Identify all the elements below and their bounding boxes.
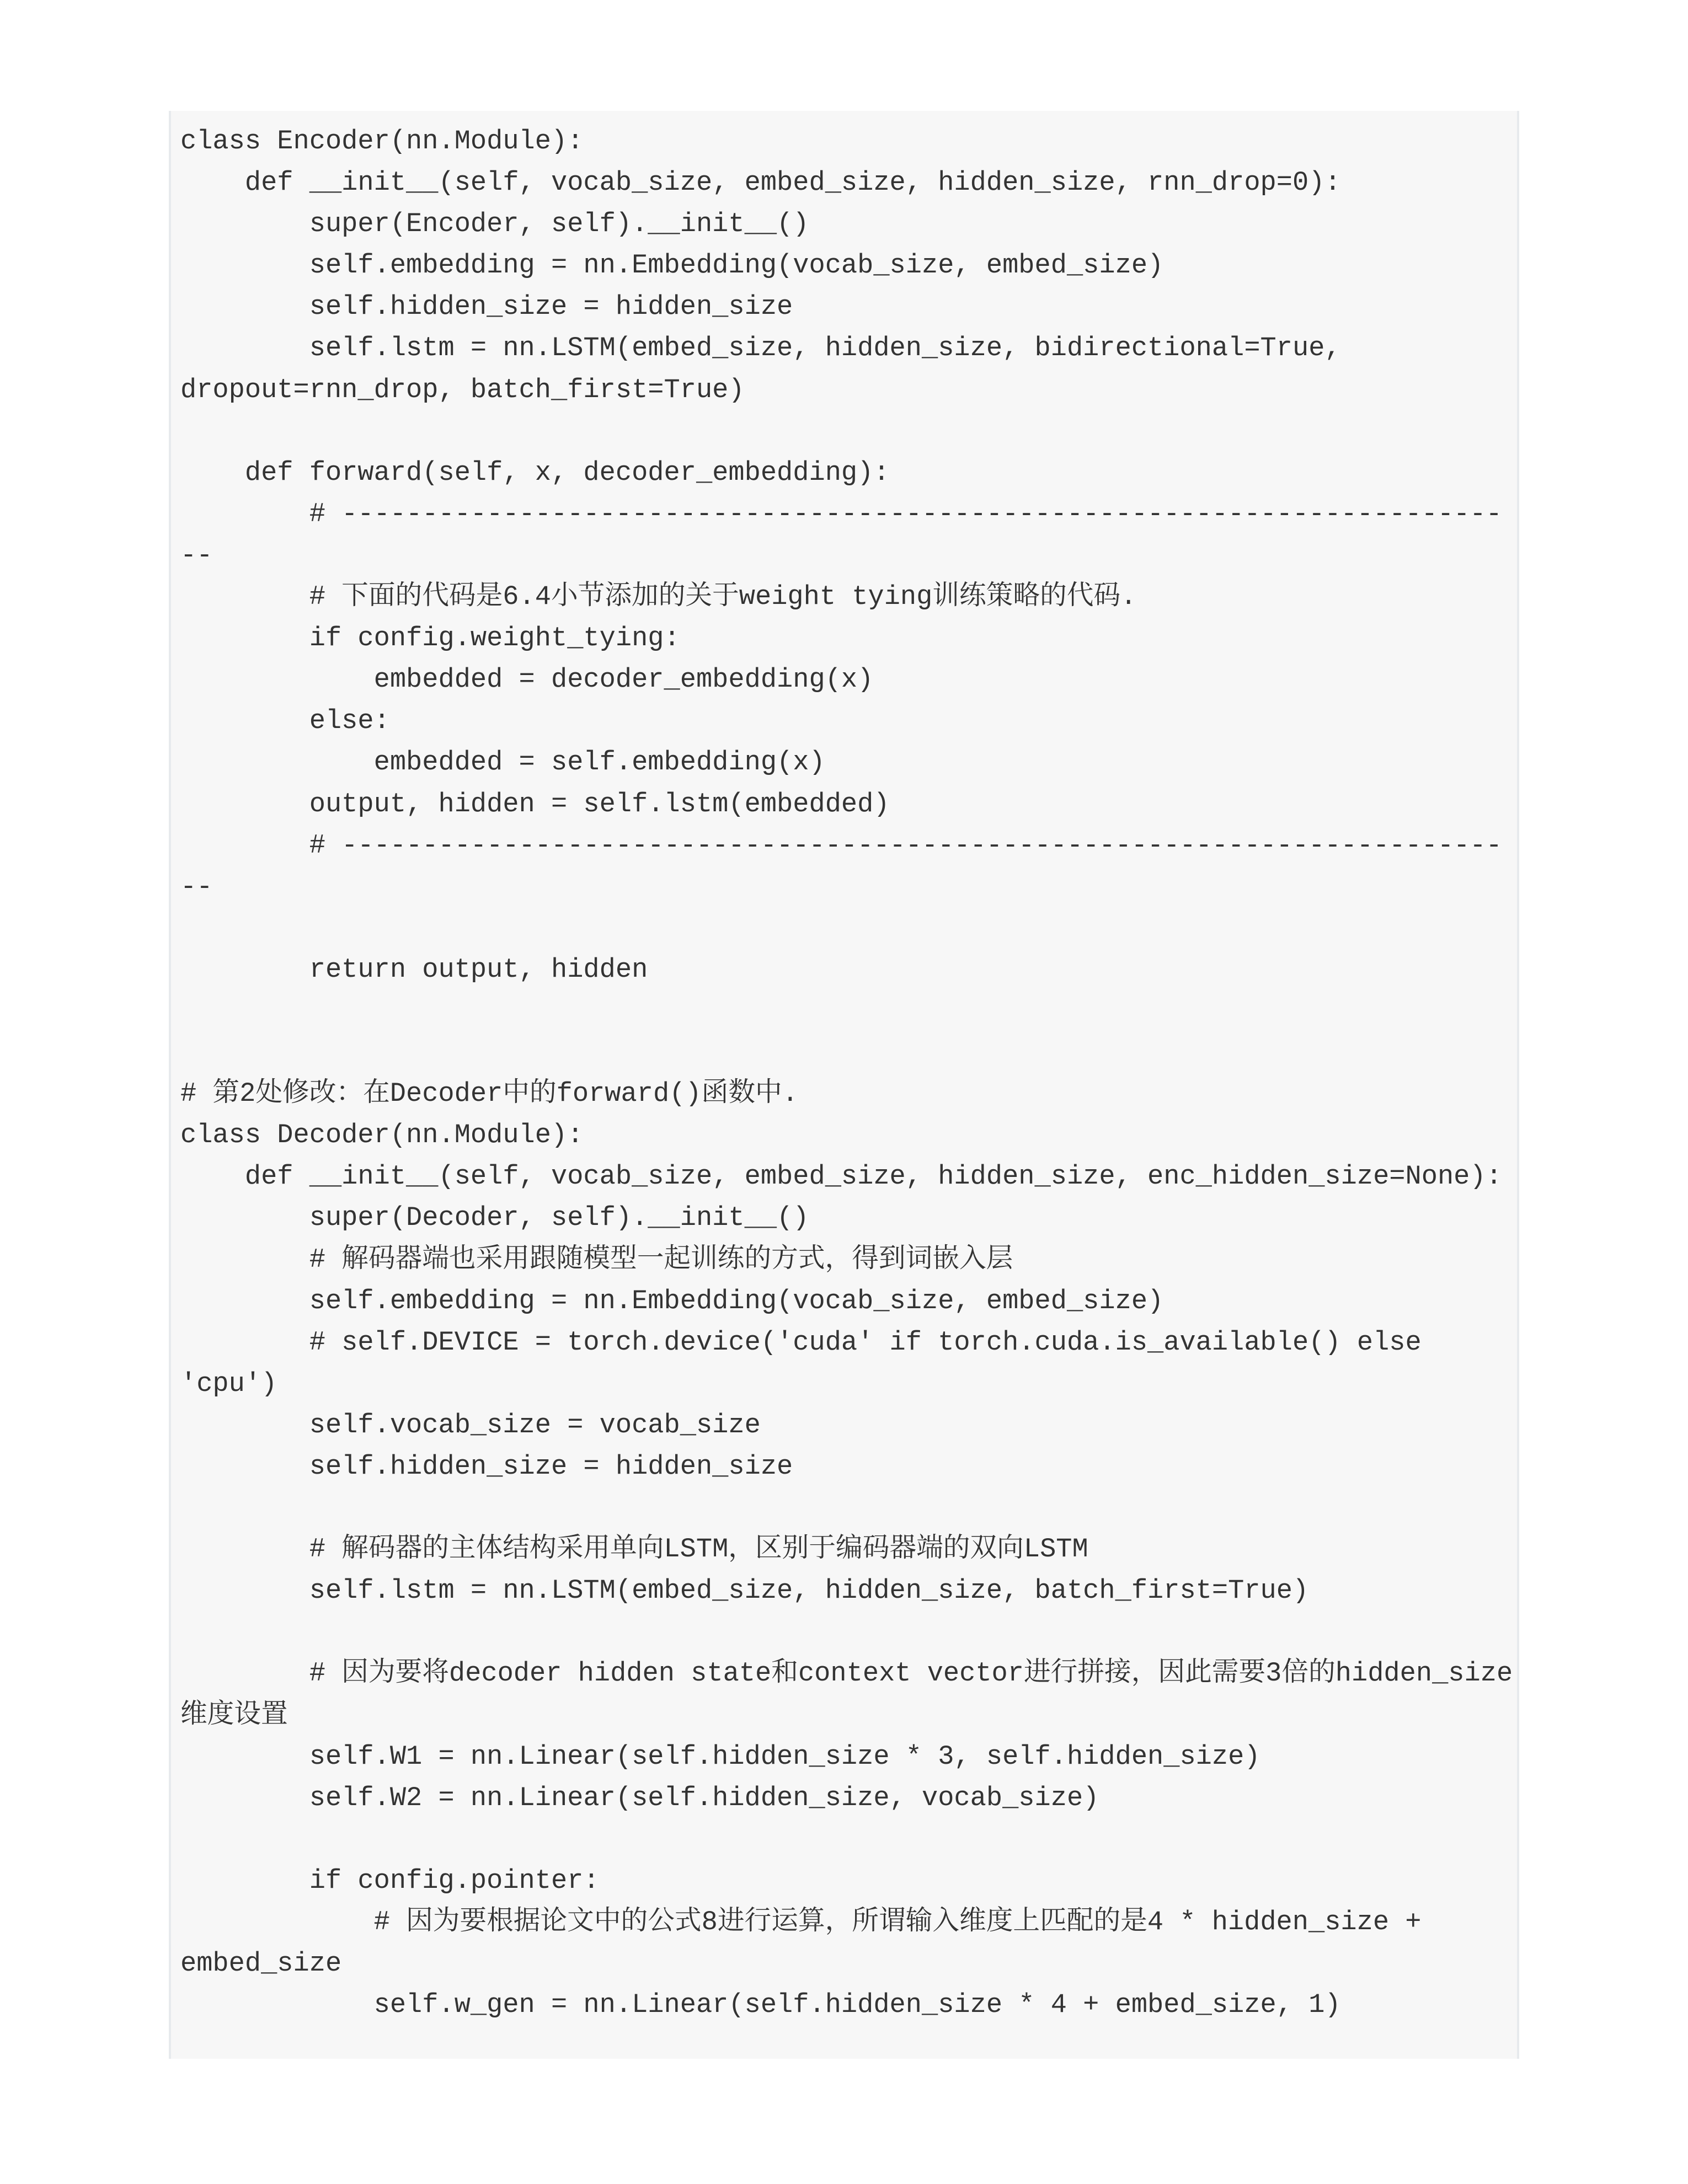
code-line: self.vocab_size = vocab_size <box>180 1409 761 1441</box>
code-content <box>180 121 1513 2026</box>
code-line: def __init__(self, vocab_size, embed_size, hidden_size, enc_hidden_size=None): <box>180 1161 1502 1192</box>
code-line: self.hidden_size = hidden_size <box>180 291 793 323</box>
code-line: # 因为要将decoder hidden state和context vector进行拼接，因此需要3倍的hidden_size <box>180 1658 1513 1689</box>
code-line: self.w_gen = nn.Linear(self.hidden_size * 4 + embed_size, 1) <box>180 1989 1341 2021</box>
code-line <box>180 908 1513 949</box>
code-line: self.lstm = nn.LSTM(embed_size, hidden_size, bidirectional=True, <box>180 333 1341 364</box>
code-line: dropout=rnn_drop, batch_first=True) <box>180 374 745 405</box>
code-line <box>180 1487 1513 1529</box>
code-line: self.lstm = nn.LSTM(embed_size, hidden_size, batch_first=True) <box>180 1575 1309 1607</box>
code-line: def forward(self, x, decoder_embedding): <box>180 457 890 488</box>
code-line: # self.DEVICE = torch.device('cuda' if torch.cuda.is_available() else <box>180 1326 1422 1358</box>
code-line: def __init__(self, vocab_size, embed_size, hidden_size, rnn_drop=0): <box>180 167 1341 199</box>
code-line: embedded = self.embedding(x) <box>180 747 825 778</box>
code-line: # 下面的代码是6.4小节添加的关于weight tying训练策略的代码. <box>180 581 1137 613</box>
code-line: # 第2处修改：在Decoder中的forward()函数中. <box>180 1078 798 1110</box>
code-line: self.W2 = nn.Linear(self.hidden_size, vocab_size) <box>180 1782 1099 1813</box>
code-line: if config.weight_tying: <box>180 623 680 654</box>
code-line: 维度设置 <box>180 1699 288 1731</box>
code-line: else: <box>180 705 390 737</box>
code-line: super(Decoder, self).__init__() <box>180 1202 809 1234</box>
code-line: -- <box>180 871 213 902</box>
code-line: if config.pointer: <box>180 1865 600 1896</box>
code-block <box>169 111 1519 2059</box>
code-line: return output, hidden <box>180 954 648 985</box>
code-line <box>180 991 1513 1032</box>
code-line: -- <box>180 539 213 571</box>
code-line: self.W1 = nn.Linear(self.hidden_size * 3, self.hidden_size) <box>180 1741 1260 1772</box>
code-line: class Encoder(nn.Module): <box>180 126 584 157</box>
code-line: embedded = decoder_embedding(x) <box>180 664 874 695</box>
code-line: self.embedding = nn.Embedding(vocab_size, embed_size) <box>180 1285 1164 1316</box>
code-line: # ------------------------------------------------------------------------ <box>180 829 1502 861</box>
code-line: 'cpu') <box>180 1368 277 1399</box>
code-line <box>180 1612 1513 1653</box>
code-line: class Decoder(nn.Module): <box>180 1120 584 1151</box>
code-line: # 因为要根据论文中的公式8进行运算，所谓输入维度上匹配的是4 * hidden_size + <box>180 1907 1422 1938</box>
code-line: output, hidden = self.lstm(embedded) <box>180 788 890 820</box>
code-line: # 解码器端也采用跟随模型一起训练的方式，得到词嵌入层 <box>180 1244 1013 1275</box>
code-line: self.embedding = nn.Embedding(vocab_size, embed_size) <box>180 250 1164 281</box>
code-line: super(Encoder, self).__init__() <box>180 208 809 240</box>
code-line: # 解码器的主体结构采用单向LSTM，区别于编码器端的双向LSTM <box>180 1534 1088 1565</box>
code-line <box>180 1032 1513 1073</box>
code-line: # ------------------------------------------------------------------------ <box>180 498 1502 529</box>
code-line <box>180 1819 1513 1860</box>
code-line <box>180 411 1513 452</box>
code-line: self.hidden_size = hidden_size <box>180 1451 793 1482</box>
code-line: embed_size <box>180 1948 342 1979</box>
